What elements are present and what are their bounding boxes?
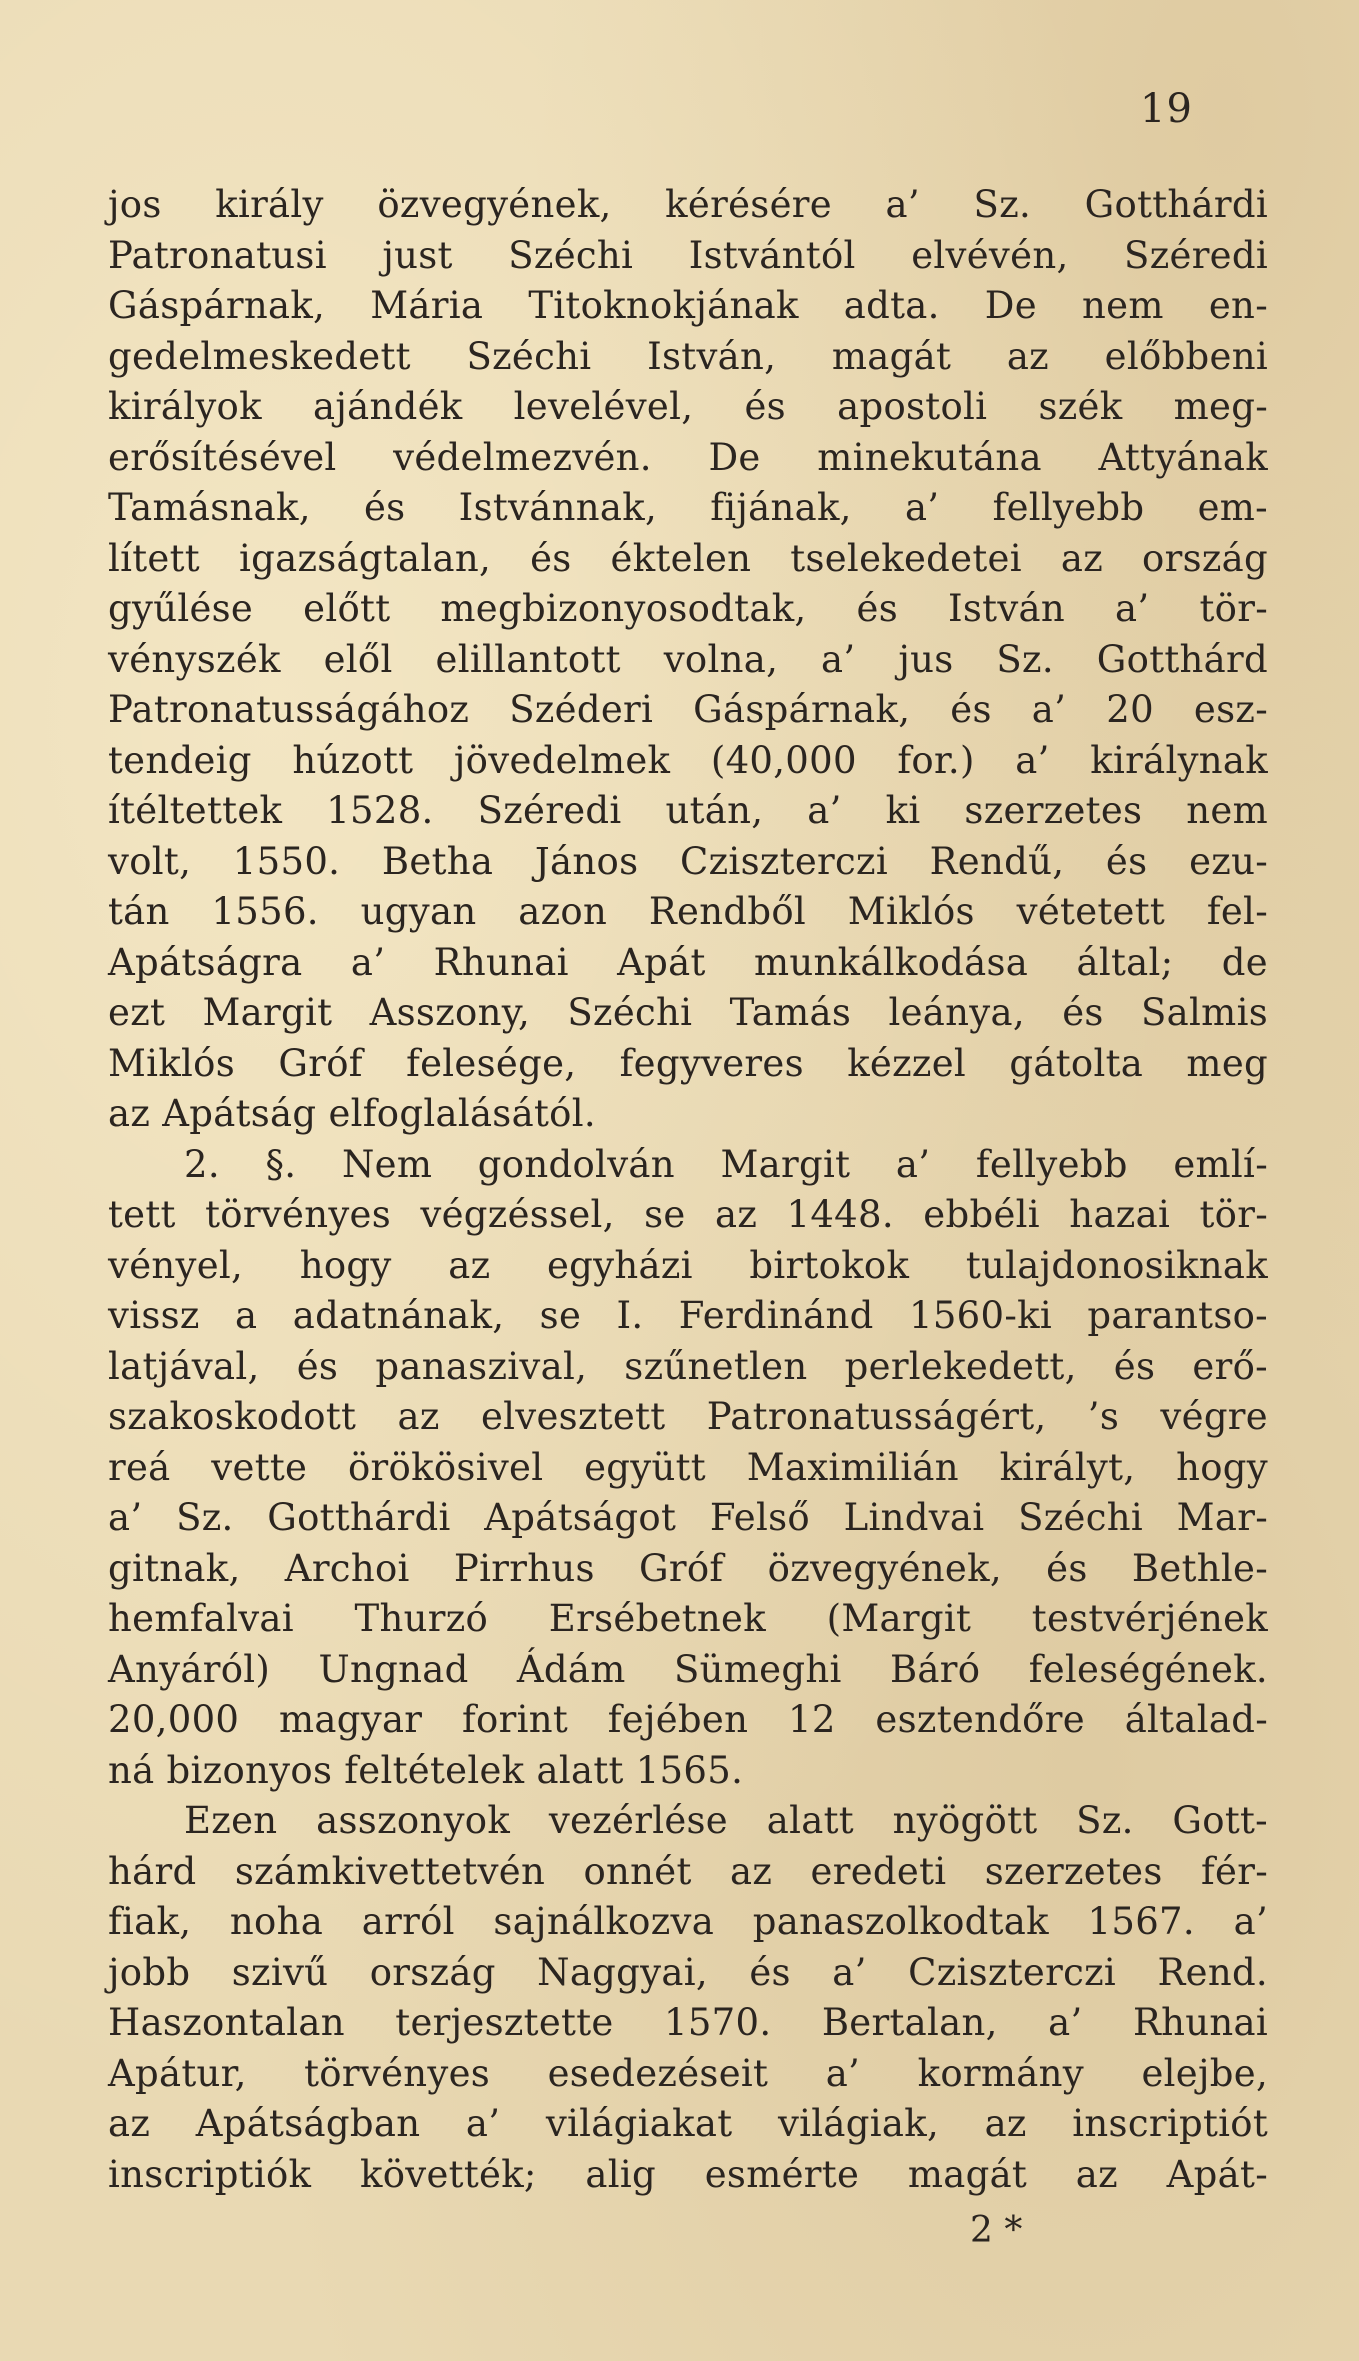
text-line: Apátságra a’ Rhunai Apát munkálkodása által; de — [108, 940, 1268, 984]
text-line: az Apátság elfoglalásától. — [108, 1092, 596, 1135]
text-line: Gáspárnak, Mária Titoknokjának adta. De nem en- — [108, 284, 1268, 327]
text-line: Patronatusi just Széchi Istvántól elvévén, Széredi — [108, 233, 1268, 277]
text-line: reá vette örökösivel együtt Maximilián királyt, hogy — [108, 1445, 1268, 1489]
text-line: Miklós Gróf felesége, fegyveres kézzel gátolta meg — [108, 1041, 1268, 1085]
text-line: Apátur, törvényes esedezéseit a’ kormány elejbe, — [108, 2051, 1268, 2095]
text-line: Tamásnak, és Istvánnak, fijának, a’ fellyebb em- — [108, 486, 1268, 529]
text-line: vényszék elől elillantott volna, a’ jus Sz. Gotthárd — [108, 637, 1268, 681]
text-line: vényel, hogy az egyházi birtokok tulajdonosiknak — [108, 1243, 1268, 1287]
text-line: latjával, és panaszival, szűnetlen perlekedett, és erő- — [108, 1344, 1268, 1388]
text-line: a’ Sz. Gotthárdi Apátságot Felső Lindvai Széchi Mar- — [108, 1496, 1268, 1539]
text-line: gyűlése előtt megbizonyosodtak, és István a’ tör- — [108, 587, 1268, 630]
text-line: tán 1556. ugyan azon Rendből Miklós vétetett fel- — [108, 890, 1268, 933]
text-line: ná bizonyos feltételek alatt 1565. — [108, 1748, 744, 1792]
text-line: lített igazságtalan, és éktelen tselekedetei az ország — [108, 536, 1268, 580]
text-line: erősítésével védelmezvén. De minekutána Attyának — [108, 435, 1268, 479]
text-line: fiak, noha arról sajnálkozva panaszolkodtak 1567. a’ — [108, 1900, 1268, 1943]
text-line: jos király özvegyének, kérésére a’ Sz. Gotthárdi — [108, 183, 1268, 226]
text-line: az Apátságban a’ világiakat világiak, az inscriptiót — [108, 2102, 1268, 2145]
text-line: Ezen asszonyok vezérlése alatt nyögött Sz. Gott- — [184, 1799, 1268, 1842]
text-line: hemfalvai Thurzó Ersébetnek (Margit testvérjének — [108, 1597, 1268, 1640]
text-line: inscriptiók követték; alig esmérte magát az Apát- — [108, 2152, 1268, 2196]
text-line: szakoskodott az elvesztett Patronatusságért, ’s végre — [108, 1395, 1268, 1438]
text-line: 2. §. Nem gondolván Margit a’ fellyebb emlí- — [184, 1142, 1268, 1186]
text-line: 20,000 magyar forint fejében 12 esztendőre általad- — [108, 1698, 1268, 1741]
signature-mark: 2 * — [970, 2210, 1023, 2251]
text-line: tendeig húzott jövedelmek (40,000 for.) a’ királynak — [108, 738, 1268, 782]
text-line: gedelmeskedett Széchi István, magát az előbbeni — [108, 334, 1268, 378]
text-line: vissz a adatnának, se I. Ferdinánd 1560-ki parantso- — [108, 1294, 1268, 1337]
text-line: Anyáról) Ungnad Ádám Sümeghi Báró feleségének. — [108, 1647, 1268, 1691]
text-line: ezt Margit Asszony, Széchi Tamás leánya, és Salmis — [108, 991, 1268, 1034]
text-line: hárd számkivettetvén onnét az eredeti szerzetes fér- — [108, 1849, 1268, 1893]
text-line: jobb szivű ország Naggyai, és a’ Cziszterczi Rend. — [108, 1950, 1268, 1994]
text-line: Haszontalan terjesztette 1570. Bertalan, a’ Rhunai — [108, 2001, 1268, 2044]
text-line: királyok ajándék levelével, és apostoli szék meg- — [108, 385, 1268, 428]
text-line: ítéltettek 1528. Széredi után, a’ ki szerzetes nem — [108, 789, 1268, 832]
text-line: volt, 1550. Betha János Cziszterczi Rendű, és ezu- — [108, 839, 1268, 883]
page-number: 19 — [1140, 86, 1193, 132]
text-line: gitnak, Archoi Pirrhus Gróf özvegyének, és Bethle- — [108, 1546, 1268, 1590]
body-text — [108, 180, 1268, 2200]
text-line: tett törvényes végzéssel, se az 1448. ebbéli hazai tör- — [108, 1193, 1268, 1236]
text-line: Patronatusságához Széderi Gáspárnak, és a’ 20 esz- — [108, 688, 1268, 731]
